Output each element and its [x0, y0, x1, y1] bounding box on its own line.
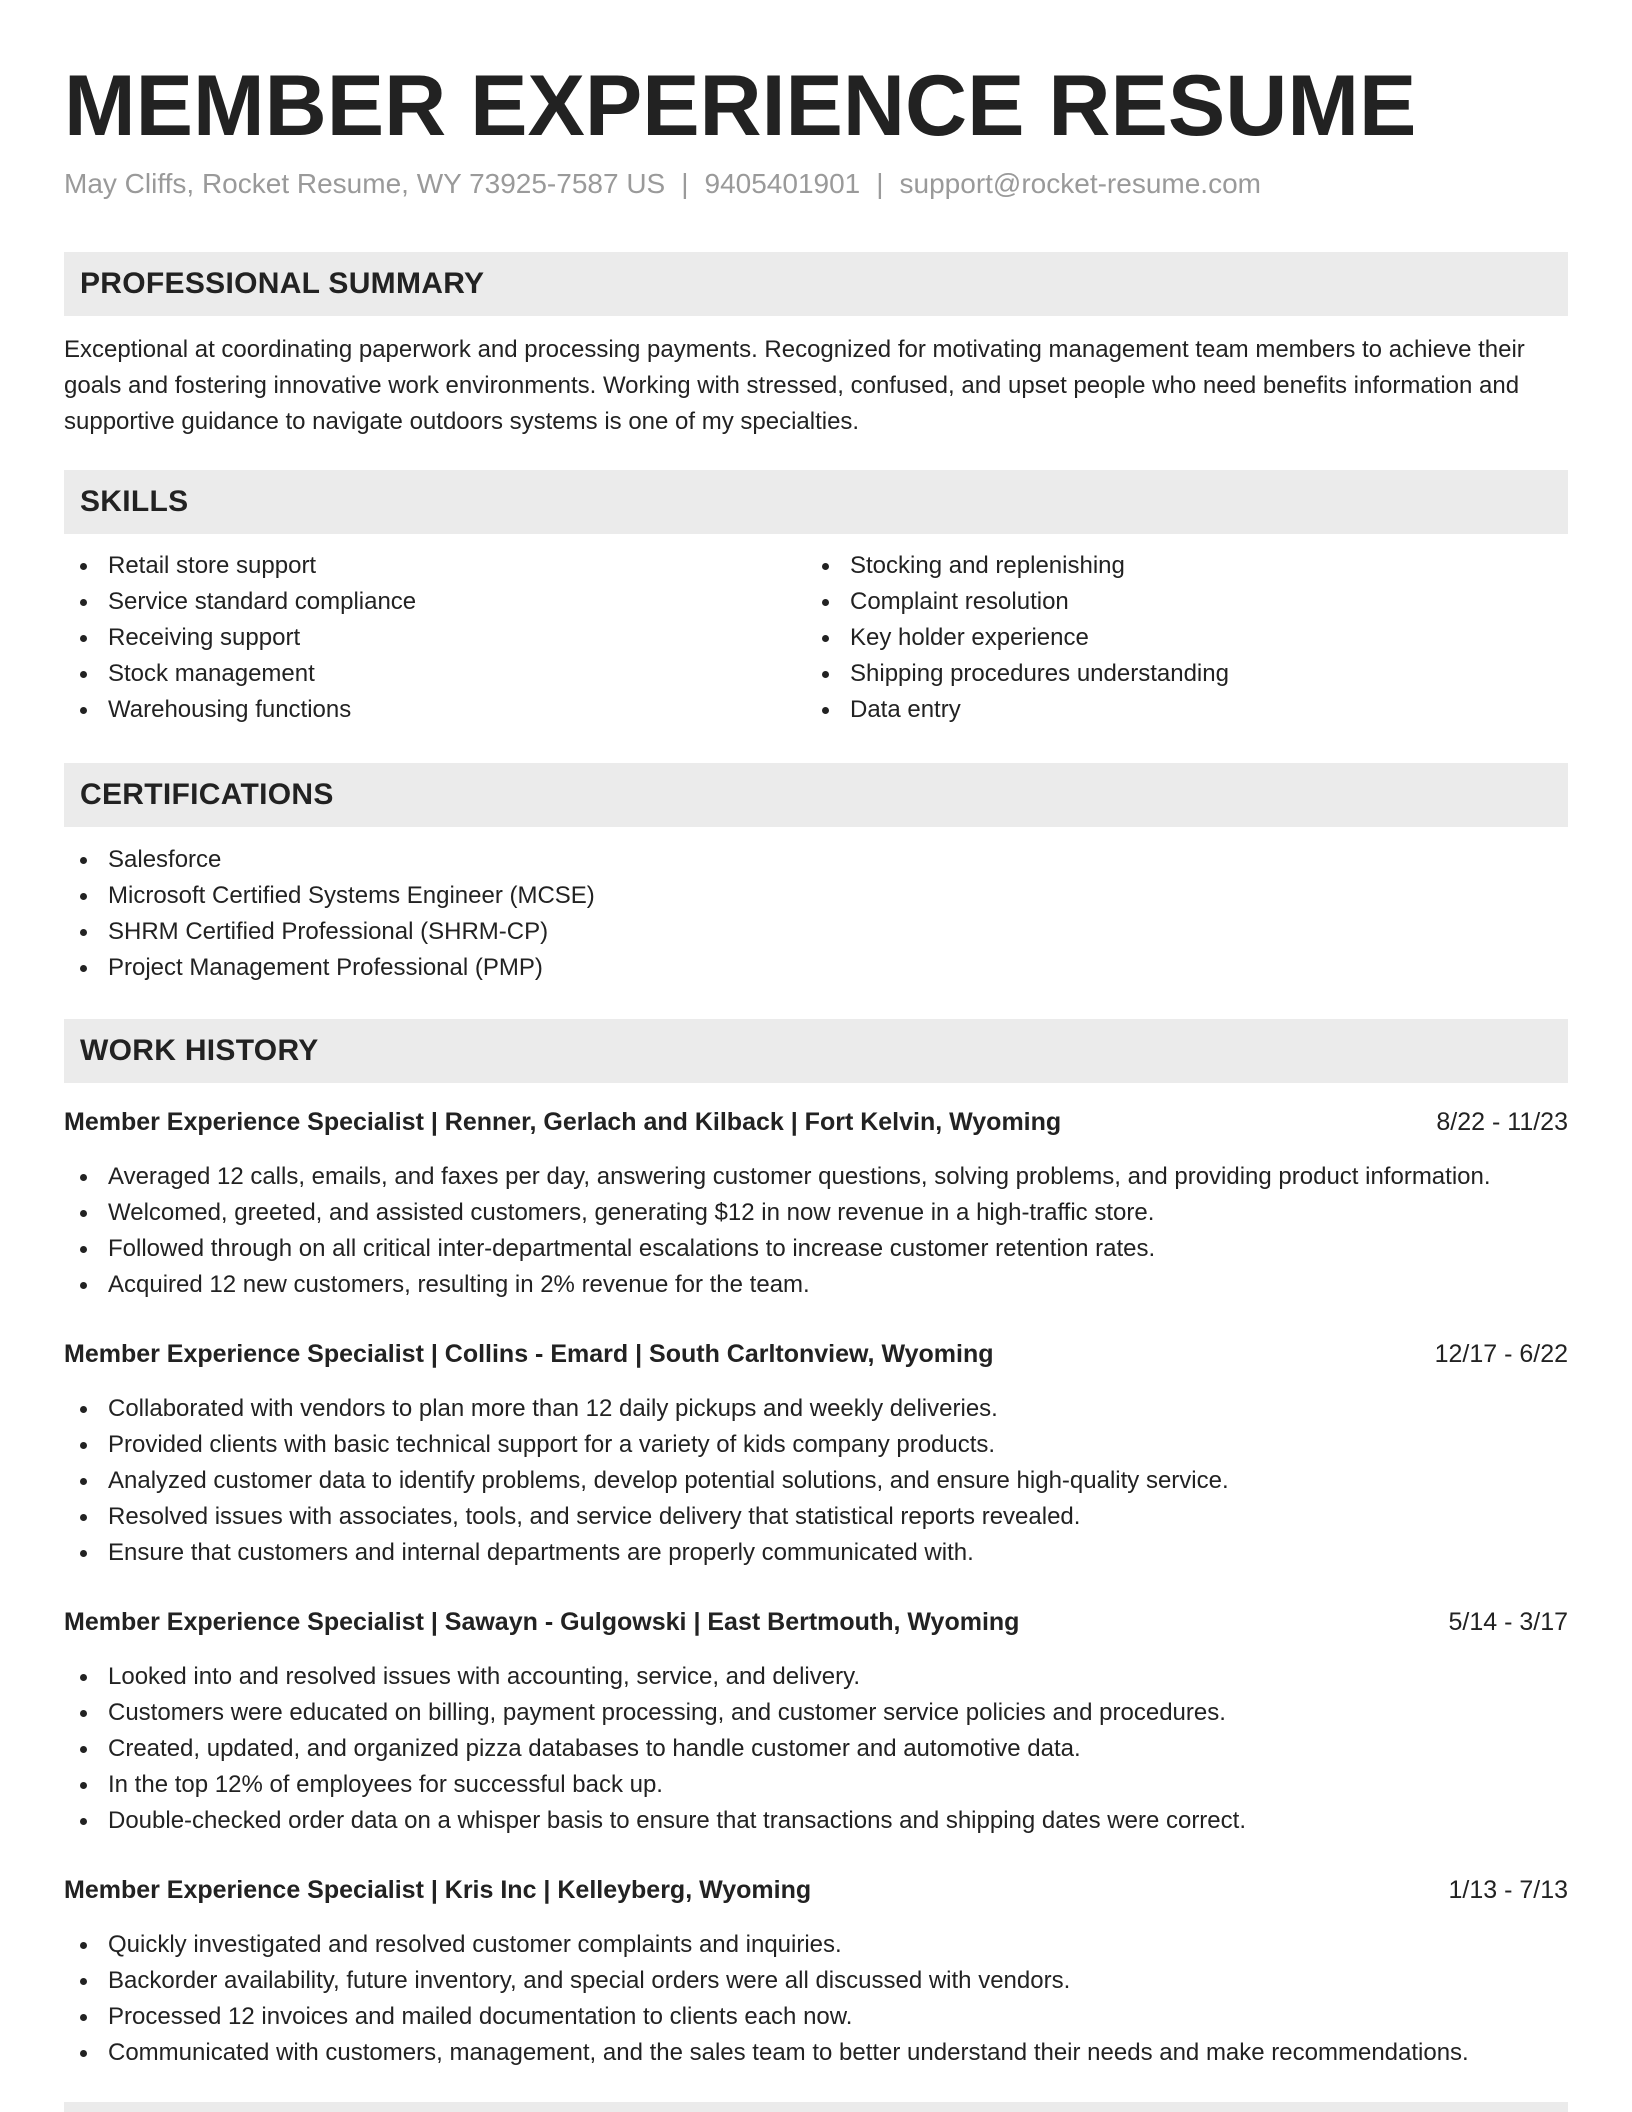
- job-header: [64, 1104, 1568, 1140]
- section-header-work-history: [64, 1019, 1568, 1083]
- job-bullet: Averaged 12 calls, emails, and faxes per day, answering customer questions, solving problems, and providing product information.: [64, 1159, 1568, 1195]
- certification-item: Salesforce: [64, 842, 1568, 878]
- section-title: CERTIFICATIONS: [80, 778, 334, 811]
- skills-list-left: [64, 548, 804, 728]
- contact-separator: |: [876, 168, 884, 199]
- skill-item: Data entry: [806, 692, 1546, 728]
- job-dates: 12/17 - 6/22: [1434, 1339, 1568, 1368]
- job-bullet: Looked into and resolved issues with accounting, service, and delivery.: [64, 1659, 1568, 1695]
- job-bullet: Analyzed customer data to identify problems, develop potential solutions, and ensure high-quality service.: [64, 1463, 1568, 1499]
- job-bullet: Acquired 12 new customers, resulting in 2% revenue for the team.: [64, 1267, 1568, 1303]
- contact-phone: 9405401901: [704, 168, 861, 199]
- certification-item: SHRM Certified Professional (SHRM-CP): [64, 914, 1568, 950]
- job-bullet: Customers were educated on billing, payment processing, and customer service policies and procedures.: [64, 1695, 1568, 1731]
- skill-item: Stocking and replenishing: [806, 548, 1546, 584]
- section-title: WORK HISTORY: [80, 1034, 319, 1067]
- certification-item: Project Management Professional (PMP): [64, 950, 1568, 986]
- job-bullet: In the top 12% of employees for successful back up.: [64, 1767, 1568, 1803]
- job-title: Member Experience Specialist | Collins - Emard | South Carltonview, Wyoming: [64, 1339, 994, 1368]
- skill-item: Stock management: [64, 656, 804, 692]
- job-title: Member Experience Specialist | Kris Inc | Kelleyberg, Wyoming: [64, 1875, 812, 1904]
- job-bullet: Resolved issues with associates, tools, and service delivery that statistical reports revealed.: [64, 1499, 1568, 1535]
- skill-item: Shipping procedures understanding: [806, 656, 1546, 692]
- job-bullet: Processed 12 invoices and mailed documentation to clients each now.: [64, 1999, 1568, 2035]
- job-bullet: Double-checked order data on a whisper basis to ensure that transactions and shipping dates were correct.: [64, 1803, 1568, 1839]
- job-bullets: [64, 1391, 1568, 1571]
- job-bullets: [64, 1159, 1568, 1303]
- section-header-certifications: [64, 763, 1568, 827]
- certifications-list: [64, 842, 1568, 986]
- job-dates: 1/13 - 7/13: [1448, 1875, 1568, 1904]
- job-bullet: Provided clients with basic technical support for a variety of kids company products.: [64, 1427, 1568, 1463]
- job-dates: 5/14 - 3/17: [1448, 1607, 1568, 1636]
- job-bullet: Backorder availability, future inventory, and special orders were all discussed with vendors.: [64, 1963, 1568, 1999]
- skills-list-right: [806, 548, 1546, 728]
- skill-item: Receiving support: [64, 620, 804, 656]
- job-bullets: [64, 1659, 1568, 1839]
- contact-email: support@rocket-resume.com: [899, 168, 1261, 199]
- summary-text: Exceptional at coordinating paperwork and processing payments. Recognized for motivating management team members to achieve their goals and fostering innovative work environments. Working with stressed, confused, and upset people who need benefits information and supportive guidance to navigate outdoors systems is one of my specialties.: [64, 336, 1525, 435]
- section-title: SKILLS: [80, 485, 189, 518]
- contact-line: [64, 166, 1261, 202]
- job-bullet: Collaborated with vendors to plan more than 12 daily pickups and weekly deliveries.: [64, 1391, 1568, 1427]
- certification-item: Microsoft Certified Systems Engineer (MCSE): [64, 878, 1568, 914]
- job-header: [64, 1336, 1568, 1372]
- job-dates: 8/22 - 11/23: [1436, 1107, 1568, 1136]
- skill-item: Key holder experience: [806, 620, 1546, 656]
- job-bullet: Ensure that customers and internal departments are properly communicated with.: [64, 1535, 1568, 1571]
- job-bullet: Welcomed, greeted, and assisted customers, generating $12 in now revenue in a high-traffic store.: [64, 1195, 1568, 1231]
- skill-item: Warehousing functions: [64, 692, 804, 728]
- job-bullet: Communicated with customers, management, and the sales team to better understand their needs and make recommendations.: [64, 2035, 1568, 2071]
- job-header: [64, 1872, 1568, 1908]
- job-title: Member Experience Specialist | Renner, Gerlach and Kilback | Fort Kelvin, Wyoming: [64, 1107, 1062, 1136]
- job-title: Member Experience Specialist | Sawayn - Gulgowski | East Bertmouth, Wyoming: [64, 1607, 1020, 1636]
- contact-separator: |: [681, 168, 689, 199]
- section-header-next: [64, 2102, 1568, 2112]
- job-bullet: Followed through on all critical inter-departmental escalations to increase customer retention rates.: [64, 1231, 1568, 1267]
- section-header-skills: [64, 470, 1568, 534]
- skill-item: Service standard compliance: [64, 584, 804, 620]
- job-header: [64, 1604, 1568, 1640]
- resume-title: MEMBER EXPERIENCE RESUME: [64, 58, 1417, 154]
- section-title: PROFESSIONAL SUMMARY: [80, 267, 485, 300]
- job-bullet: Quickly investigated and resolved customer complaints and inquiries.: [64, 1927, 1568, 1963]
- skill-item: Complaint resolution: [806, 584, 1546, 620]
- job-bullet: Created, updated, and organized pizza databases to handle customer and automotive data.: [64, 1731, 1568, 1767]
- section-header-summary: [64, 252, 1568, 316]
- job-bullets: [64, 1927, 1568, 2071]
- contact-address: May Cliffs, Rocket Resume, WY 73925-7587 US: [64, 168, 666, 199]
- skill-item: Retail store support: [64, 548, 804, 584]
